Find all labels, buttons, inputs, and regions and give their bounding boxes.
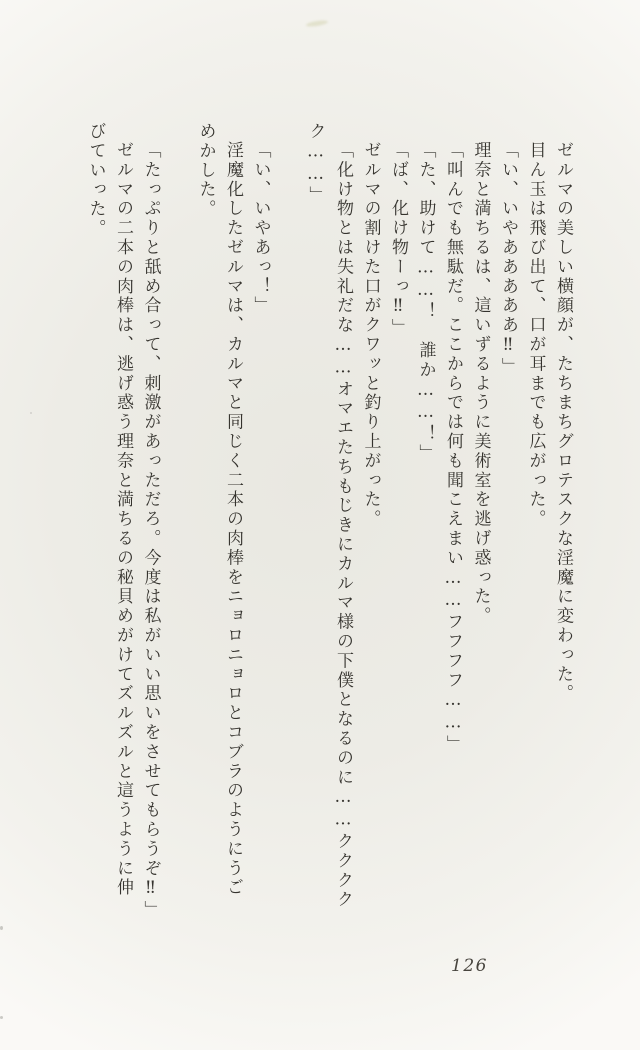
text-line: めかした。 — [195, 122, 216, 219]
scan-speck — [30, 412, 32, 414]
text-line: 目ん玉は飛び出て、口が耳までも広がった。 — [525, 141, 546, 530]
vertical-text-block — [80, 122, 576, 924]
scan-smudge-mark — [306, 19, 329, 27]
text-line: ク……」 — [305, 122, 326, 206]
text-line: 「い、いやあああああ‼」 — [498, 141, 518, 378]
text-line: 「叫んでも無駄だ。ここからでは何も聞こえまい……フフフフ……」 — [443, 141, 463, 755]
text-line: 淫魔化したゼルマは、カルマと同じく二本の肉棒をニョロニョロとコブラのようにうご — [223, 141, 243, 898]
text-line: ゼルマの美しい横顔が、たちまちグロテスクな淫魔に変わった。 — [553, 141, 573, 704]
text-line: 理奈と満ちるは、這いずるように美術室を逃げ惑った。 — [470, 141, 491, 627]
text-line: びていった。 — [85, 122, 106, 239]
text-line: ゼルマの二本の肉棒は、逃げ惑う理奈と満ちるの秘貝めがけてズルズルと這うように伸 — [113, 141, 133, 898]
scan-speck — [0, 926, 3, 930]
text-line: 「化け物とは失礼だな……オマエたちもじきにカルマ様の下僕となるのに……クククク — [333, 141, 353, 910]
page-number: 126 — [451, 956, 488, 976]
text-line: 「い、いやあっ！」 — [250, 141, 271, 316]
blank-line — [274, 122, 302, 924]
text-line: ゼルマの割けた口がクワッと釣り上がった。 — [360, 141, 381, 530]
text-line: 「ば、化け物ーっ‼」 — [388, 141, 408, 339]
scan-speck — [0, 1016, 3, 1019]
blank-line — [164, 122, 192, 924]
text-line: 「たっぷりと舐め合って、刺激があっただろ。今度は私がいい思いをさせてもらうぞ‼」 — [140, 141, 161, 921]
text-line: 「た、助けて……！ 誰か……！」 — [415, 141, 436, 464]
